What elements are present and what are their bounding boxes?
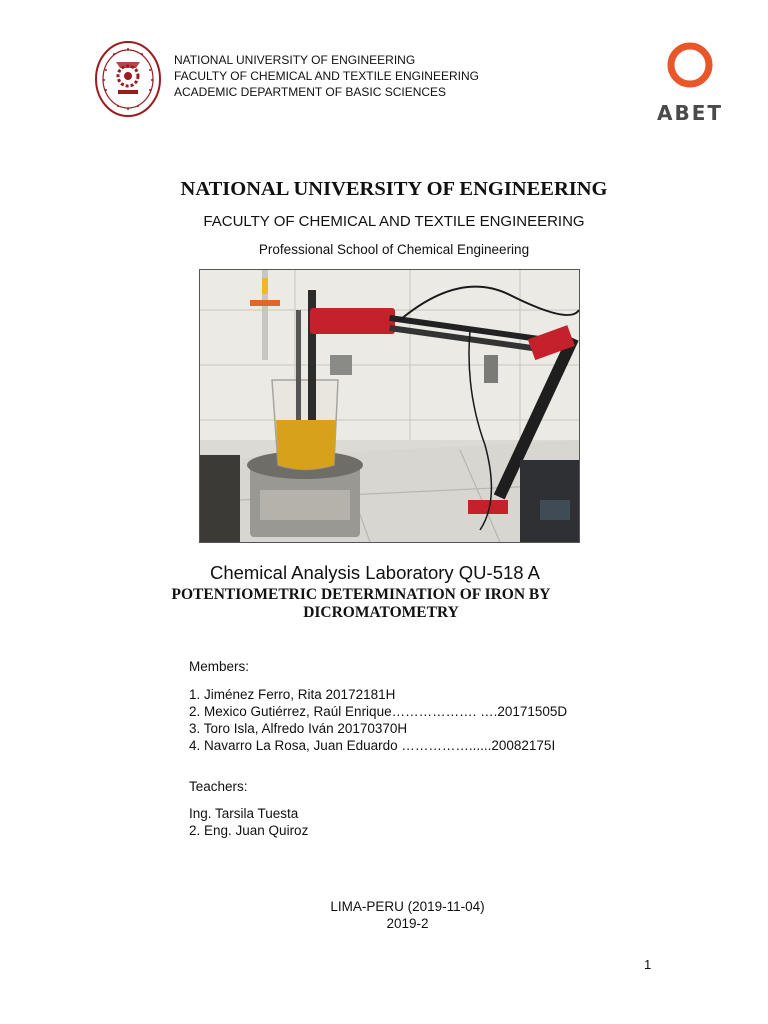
list-item: 2. Mexico Gutiérrez, Raúl Enrique………………. ….20171505D [189, 704, 568, 719]
abet-logo-icon [665, 40, 715, 90]
teachers-label: Teachers: [189, 779, 248, 794]
footer-term: 2019-2 [386, 916, 429, 931]
header-lines [174, 52, 479, 100]
members-label: Members: [189, 659, 250, 674]
lab-title: Chemical Analysis Laboratory QU-518 A [209, 562, 541, 583]
page-number: 1 [644, 957, 652, 972]
teachers-list [189, 805, 308, 839]
university-seal-icon [94, 40, 162, 118]
header-university: NATIONAL UNIVERSITY OF ENGINEERING [174, 53, 416, 67]
list-item: 3. Toro Isla, Alfredo Iván 20170370H [189, 721, 408, 736]
header-faculty: FACULTY OF CHEMICAL AND TEXTILE ENGINEERING [174, 69, 479, 83]
main-title: NATIONAL UNIVERSITY OF ENGINEERING [180, 178, 608, 200]
lab-setup-photo [199, 269, 580, 543]
abet-logo [648, 40, 732, 125]
members-list [189, 686, 567, 754]
header-department: ACADEMIC DEPARTMENT OF BASIC SCIENCES [174, 85, 447, 99]
topic-line-2: DICROMATOMETRY [303, 604, 459, 621]
list-item: Ing. Tarsila Tuesta [189, 806, 299, 821]
list-item: 4. Navarro La Rosa, Juan Eduardo ……………......20082175I [189, 738, 556, 753]
faculty-title: FACULTY OF CHEMICAL AND TEXTILE ENGINEERING [203, 213, 585, 230]
list-item: 2. Eng. Juan Quiroz [189, 823, 309, 838]
topic-line-1: POTENTIOMETRIC DETERMINATION OF IRON BY [171, 586, 551, 603]
abet-label: ABET [656, 101, 724, 125]
school-title: Professional School of Chemical Engineering [258, 242, 530, 257]
list-item: 1. Jiménez Ferro, Rita 20172181H [189, 687, 396, 702]
footer-place-date: LIMA-PERU (2019-11-04) [330, 899, 485, 914]
